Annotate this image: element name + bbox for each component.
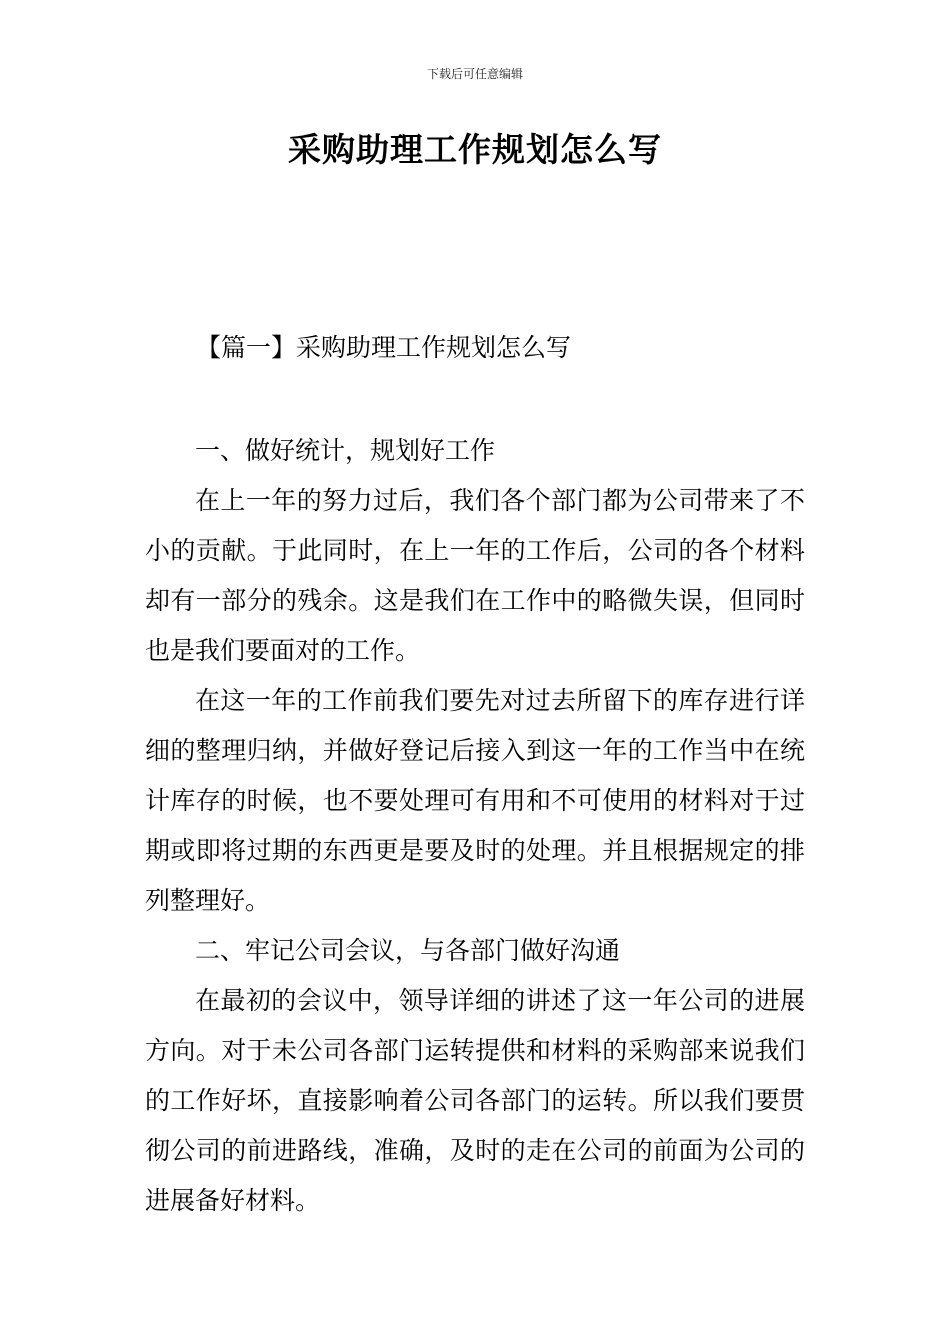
subheading-2: 二、牢记公司会议，与各部门做好沟通 — [195, 936, 621, 965]
document-title: 采购助理工作规划怎么写 — [288, 130, 662, 169]
paragraph-2: 在这一年的工作前我们要先对过去所留下的库存进行详细的整理归纳，并做好登记后接入到这一年的工作当中在统计库存的时候，也不要处理可有用和不可使用的材料对于过期或即将过期的东西更是要及时的处理。并且根据规定的排列整理好。 — [145, 686, 805, 915]
subheading-1: 一、做好统计，规划好工作 — [195, 436, 496, 465]
section-heading: 【篇一】采购助理工作规划怎么写 — [196, 333, 572, 362]
paragraph-1: 在上一年的努力过后，我们各个部门都为公司带来了不小的贡献。于此同时，在上一年的工作后，公司的各个材料却有一部分的残余。这是我们在工作中的略微失误，但同时也是我们要面对的工作。 — [145, 486, 805, 665]
paragraph-3: 在最初的会议中，领导详细的讲述了这一年公司的进展方向。对于未公司各部门运转提供和材料的采购部来说我们的工作好坏，直接影响着公司各部门的运转。所以我们要贯彻公司的前进路线，准确，及时的走在公司的前面为公司的进展备好材料。 — [145, 986, 805, 1215]
document-body — [145, 426, 805, 1226]
header-note: 下载后可任意编辑 — [426, 67, 523, 81]
